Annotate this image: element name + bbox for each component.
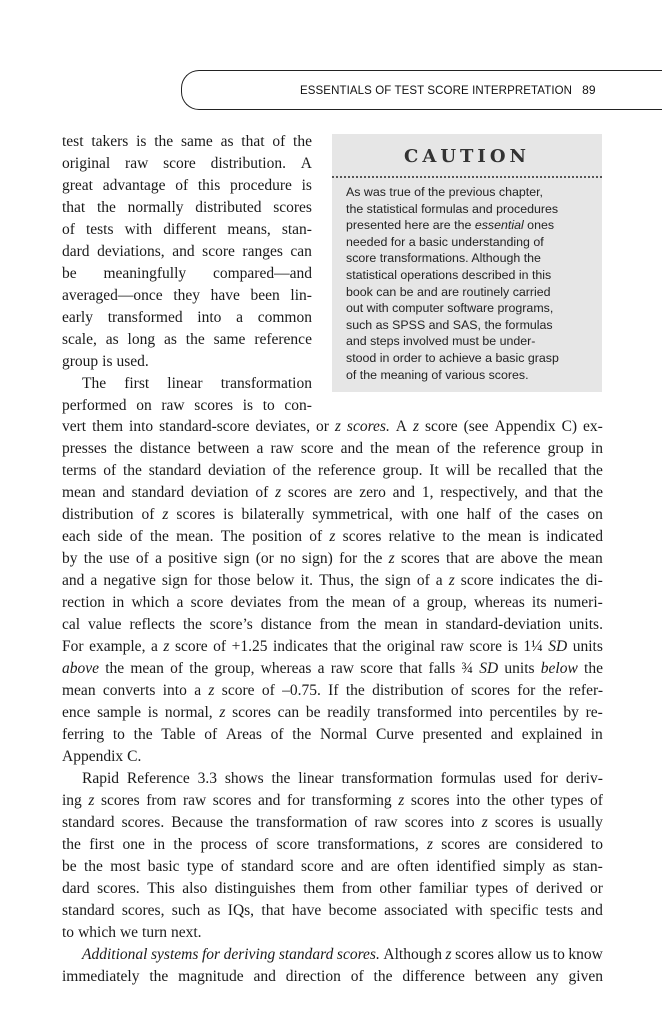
text-line: and a negative sign for those below it. Thus, the sign of a z score indicates the di- bbox=[62, 572, 603, 589]
text-line: vert them into standard-score deviates, or z scores. A z score (see Appendix C) ex- bbox=[62, 418, 603, 435]
text-line: Additional systems for deriving standard scores. Although z scores allow us to know bbox=[82, 946, 603, 963]
caution-line: of the meaning of various scores. bbox=[346, 367, 529, 382]
caution-line: and steps involved must be under- bbox=[346, 334, 536, 349]
text-line: group is used. bbox=[62, 353, 149, 370]
caution-line: score transformations. Although the bbox=[346, 251, 541, 266]
text-line: to which we turn next. bbox=[62, 924, 202, 941]
text-line: immediately the magnitude and direction of the difference between any given bbox=[62, 968, 603, 985]
caution-line: As was true of the previous chapter, bbox=[346, 185, 543, 199]
caution-line: needed for a basic understanding of bbox=[346, 234, 544, 249]
text-line: by the use of a positive sign (or no sign) for the z scores that are above the mean bbox=[62, 550, 603, 567]
text-line: averaged—once they have been lin- bbox=[62, 287, 312, 304]
text-line: ing z scores from raw scores and for transforming z scores into the other types of bbox=[62, 792, 603, 809]
text-line: Rapid Reference 3.3 shows the linear transformation formulas used for deriv- bbox=[82, 770, 603, 787]
text-line: performed on raw scores is to con- bbox=[62, 397, 312, 414]
text-line: mean and standard deviation of z scores are zero and 1, respectively, and that the bbox=[62, 484, 603, 501]
caution-line: out with computer software programs, bbox=[346, 301, 554, 316]
caution-dotted-rule bbox=[332, 176, 602, 178]
caution-line: such as SPSS and SAS, the formulas bbox=[346, 317, 553, 332]
text-line: each side of the mean. The position of z scores relative to the mean is indicated bbox=[62, 528, 603, 545]
text-line: distribution of z scores is bilaterally symmetrical, with one half of the cases on bbox=[62, 506, 603, 523]
running-header bbox=[300, 83, 620, 97]
text-line: original raw score distribution. A bbox=[62, 155, 312, 172]
caution-line: stood in order to achieve a basic grasp bbox=[346, 350, 559, 365]
text-line: The first linear transformation bbox=[82, 375, 312, 392]
text-line: dard scores. This also distinguishes them from other familiar types of derived or bbox=[62, 880, 603, 897]
text-line: rection in which a score deviates from the mean of a group, whereas its numeri- bbox=[62, 594, 603, 611]
text-line: of tests with different means, stan- bbox=[62, 221, 312, 238]
text-line: standard scores. Because the transformation of raw scores into z scores is usually bbox=[62, 814, 603, 831]
page-number: 89 bbox=[582, 83, 596, 97]
caution-box bbox=[332, 134, 602, 392]
caution-line: presented here are the essential ones bbox=[346, 218, 555, 233]
text-line: mean converts into a z score of –0.75. If the distribution of scores for the refer- bbox=[62, 682, 603, 699]
text-line: dard deviations, and score ranges can bbox=[62, 243, 312, 260]
text-line: scale, as long as the same reference bbox=[62, 331, 312, 348]
caution-title: CAUTION bbox=[404, 146, 530, 167]
text-line: ferring to the Table of Areas of the Normal Curve presented and explained in bbox=[62, 726, 603, 743]
text-line: ence sample is normal, z scores can be readily transformed into percentiles by re- bbox=[62, 704, 603, 721]
text-line: Appendix C. bbox=[62, 748, 142, 765]
caution-line: statistical operations described in this bbox=[346, 267, 552, 282]
caution-line: book can be and are routinely carried bbox=[346, 284, 551, 299]
text-line: For example, a z score of +1.25 indicates that the original raw score is 1¼ SD units bbox=[62, 638, 603, 655]
caution-line: the statistical formulas and procedures bbox=[346, 201, 559, 216]
caution-text bbox=[346, 184, 596, 383]
text-line: terms of the standard deviation of the reference group. It will be recalled that the bbox=[62, 462, 603, 479]
running-header-title: ESSENTIALS OF TEST SCORE INTERPRETATION bbox=[300, 85, 573, 97]
text-line: that the normally distributed scores bbox=[62, 199, 312, 216]
text-line: cal value reflects the score’s distance from the mean in standard-deviation units. bbox=[62, 616, 603, 633]
text-line: be the most basic type of standard score and are often identified simply as stan- bbox=[62, 858, 603, 875]
text-line: great advantage of this procedure is bbox=[62, 177, 312, 194]
text-line: early transformed into a common bbox=[62, 309, 312, 326]
text-line: the first one in the process of score transformations, z scores are considered to bbox=[62, 836, 603, 853]
text-line: presses the distance between a raw score and the mean of the reference group in bbox=[62, 440, 603, 457]
text-line: standard scores, such as IQs, that have become associated with specific tests and bbox=[62, 902, 603, 919]
text-line: test takers is the same as that of the bbox=[62, 133, 312, 150]
text-line: above the mean of the group, whereas a raw score that falls ¾ SD units below the bbox=[62, 660, 603, 677]
text-line: be meaningfully compared—and bbox=[62, 265, 312, 282]
